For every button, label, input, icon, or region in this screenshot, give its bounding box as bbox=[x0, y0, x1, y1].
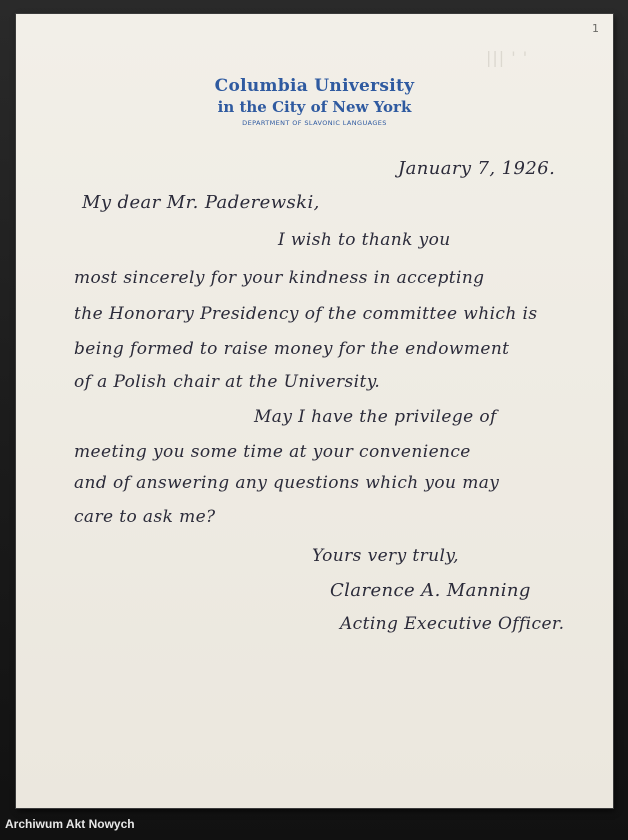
letter-signature: Clarence A. Manning bbox=[330, 580, 531, 601]
bleed-through-mark: ||| ' ' bbox=[486, 48, 529, 67]
body-line: and of answering any questions which you may bbox=[74, 473, 500, 493]
pencil-page-number: 1 bbox=[592, 22, 599, 35]
body-line: of a Polish chair at the University. bbox=[74, 372, 381, 392]
signer-title: Acting Executive Officer. bbox=[340, 614, 565, 634]
body-line: being formed to raise money for the endowment bbox=[74, 339, 510, 359]
body-line: care to ask me? bbox=[74, 507, 216, 527]
letterhead-department: DEPARTMENT OF SLAVONIC LANGUAGES bbox=[242, 119, 387, 127]
body-line: the Honorary Presidency of the committee which is bbox=[74, 304, 538, 324]
letter-closing: Yours very truly, bbox=[312, 546, 459, 566]
letter-page bbox=[16, 14, 613, 808]
letterhead-university: Columbia University bbox=[214, 76, 415, 96]
body-line: meeting you some time at your convenience bbox=[74, 442, 471, 462]
letter-salutation: My dear Mr. Paderewski, bbox=[82, 192, 320, 213]
body-line: most sincerely for your kindness in accepting bbox=[74, 268, 485, 288]
letterhead-city: in the City of New York bbox=[217, 98, 412, 116]
body-line: May I have the privilege of bbox=[254, 407, 497, 427]
letter-date: January 7, 1926. bbox=[398, 158, 556, 179]
archive-watermark: Archiwum Akt Nowych bbox=[5, 817, 135, 831]
body-line: I wish to thank you bbox=[278, 230, 451, 250]
